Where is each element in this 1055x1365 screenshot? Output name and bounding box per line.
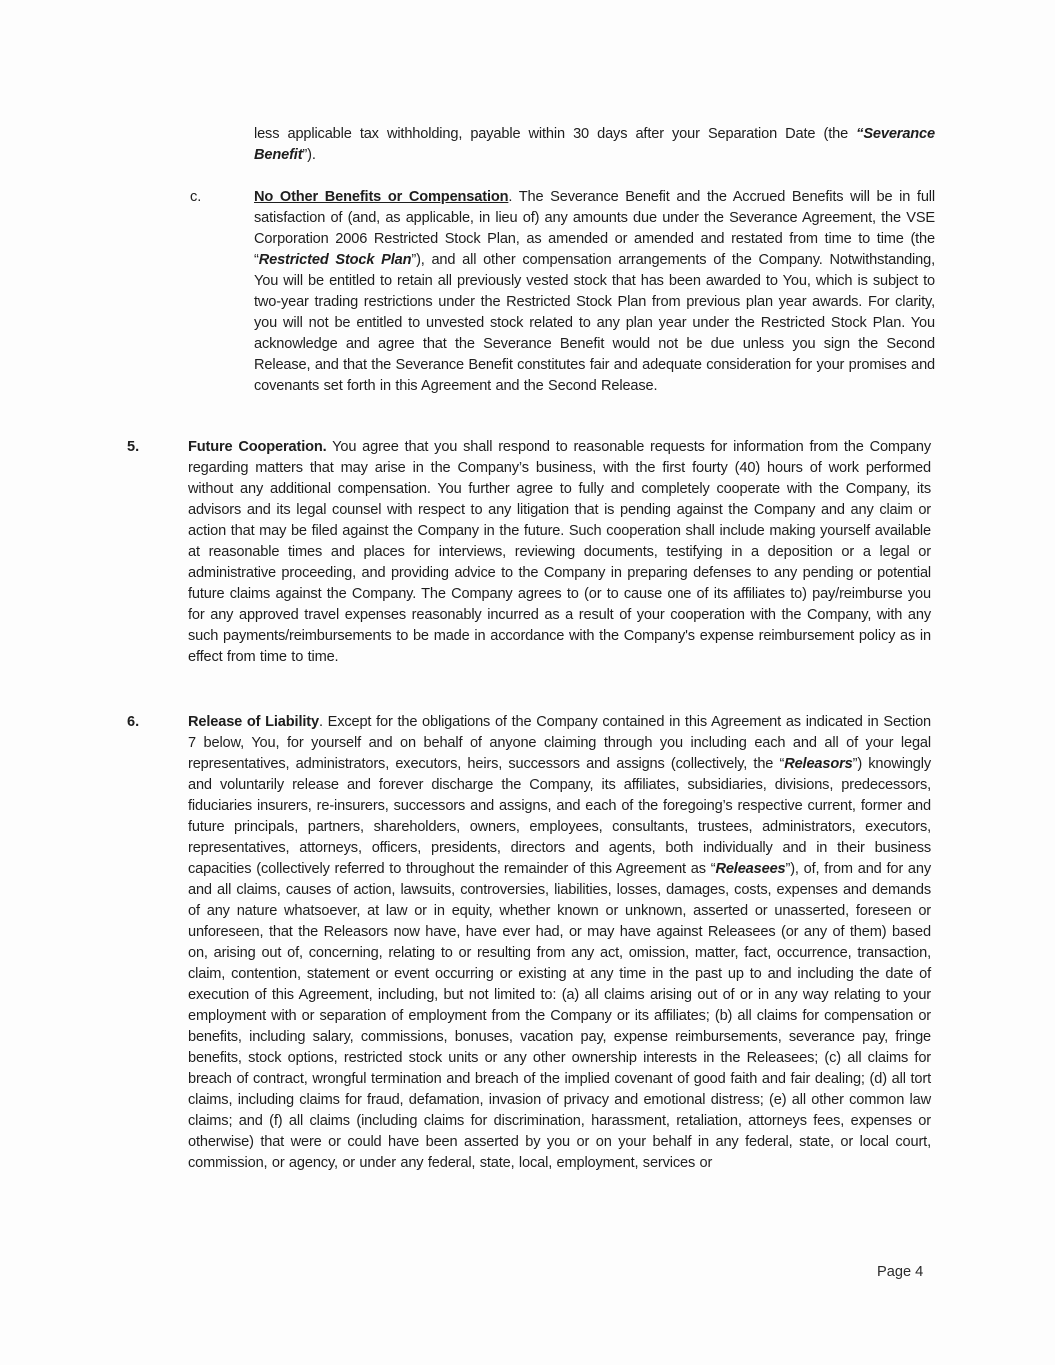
defined-term-restricted-stock-plan: Restricted Stock Plan [258, 252, 412, 268]
section-5-paragraph [188, 437, 931, 668]
section-number-6: 6. [127, 714, 140, 730]
section-5-text: You agree that you shall respond to reasonable requests for information from the Company regarding matters that may arise in the Company’s business, with the first fourty (40) hours of work performed without any additional compensation. You further agree to fully and completely cooperate with the Company, its advisors and its legal counsel with respect to any litigation that is pending against the Company and any claim or action that may be filed against the Company in the future. Such cooperation shall include making yourself available at reasonable times and places for interviews, reviewing documents, testifying in a deposition or a legal or administrative proceeding, and providing advice to the Company in preparing defenses to any pending or potential future claims against the Company. The Company agrees to (or to cause one of its affiliates to) pay/reimburse you for any approved travel expenses reasonably incurred as a result of your cooperation with the Company, with any such payments/reimbursements to be made in accordance with the Company's expense reimbursement policy as in effect from time to time. [188, 439, 931, 665]
defined-term-releasors: Releasors [784, 756, 853, 772]
continuation-text-end: ”). [302, 147, 316, 163]
page-number: Page 4 [877, 1264, 924, 1280]
section-6-text-2: ”) knowingly and voluntarily release and forever discharge the Company, its affiliates, subsidiaries, divisions, predecessors, fiduciaries insurers, re-insurers, successors and assigns, and each of the foregoing’s respective current, former and future principals, partners, shareholders, owners, employees, consultants, trustees, administrators, executors, representatives, attorneys, officers, presidents, directors and agents, both individually and in their business capacities (collectively referred to throughout the remainder of this Agreement as “ [188, 756, 932, 877]
section-6-heading: Release of Liability [188, 714, 319, 730]
subsection-number-c: c. [190, 189, 202, 205]
subsection-c-paragraph [254, 187, 935, 397]
section-6-paragraph [188, 712, 931, 1174]
subsection-c-text-2: ”), and all other compensation arrangements of the Company. Notwithstanding, You will be entitled to retain all previously vested stock that has been awarded to You, which is subject to two-year trading restrictions under the Restricted Stock Plan from previous plan year awards. For clarity, you will not be entitled to unvested stock related to any plan year under the Restricted Stock Plan. You acknowledge and agree that the Severance Benefit would not be due unless you sign the Second Release, and that the Severance Benefit constitutes fair and adequate consideration for your promises and covenants set forth in this Agreement and the Second Release. [254, 252, 935, 394]
section-6-text-3: ”), of, from and for any and all claims, causes of action, lawsuits, controversies, liabilities, losses, damages, costs, expenses and demands of any nature whatsoever, at law or in equity, whether known or unknown, asserted or unasserted, foreseen or unforeseen, that the Releasors now have, have ever had, or may have against Releasees (or any of them) based on, arising out of, concerning, relating to or resulting from any act, omission, matter, fact, occurrence, transaction, claim, contention, statement or event occurring or existing at any time in the past up to and including the date of execution of this Agreement, including, but not limited to: (a) all claims arising out of or in any way relating to your employment with or separation of employment from the Company or its affiliates; (b) all claims for compensation or benefits, including salary, commissions, bonuses, vacation pay, expense reimbursements, severance pay, fringe benefits, stock options, restricted stock units or any other ownership interests in the Releasees; (c) all claims for breach of contract, wrongful termination and breach of the implied covenant of good faith and fair dealing; (d) all tort claims, including claims for fraud, defamation, invasion of privacy and emotional distress; (e) all other common law claims; and (f) all claims (including claims for discrimination, harassment, retaliation, attorneys fees, expenses or otherwise) that were or could have been asserted by you or on your behalf in any federal, state, or local court, commission, or agency, or under any federal, state, local, employment, services or [188, 861, 931, 1171]
section-number-5: 5. [127, 439, 140, 455]
subsection-c-heading: No Other Benefits or Compensation [254, 189, 509, 205]
subsection-c-text-1: . The Severance Benefit and the Accrued Benefits will be in full satisfaction of (and, as applicable, in lieu of) any amounts due under the Severance Agreement, the VSE Corporation 2006 Restricted Stock Plan, as amended or amended and restated from time to time (the “ [254, 189, 935, 268]
defined-term-releasees: Releasees [715, 861, 786, 877]
continuation-paragraph [254, 124, 935, 166]
continuation-text: less applicable tax withholding, payable within 30 days after your Separation Date (the [254, 126, 857, 142]
section-5-heading: Future Cooperation. [188, 439, 327, 455]
defined-term-severance-benefit: “Severance Benefit [254, 126, 935, 163]
section-6-text-1: . Except for the obligations of the Company contained in this Agreement as indicated in Section 7 below, You, for yourself and on behalf of anyone claiming through you including each and all of your legal representatives, administrators, executors, heirs, successors and assigns (collectively, the “ [188, 714, 931, 772]
